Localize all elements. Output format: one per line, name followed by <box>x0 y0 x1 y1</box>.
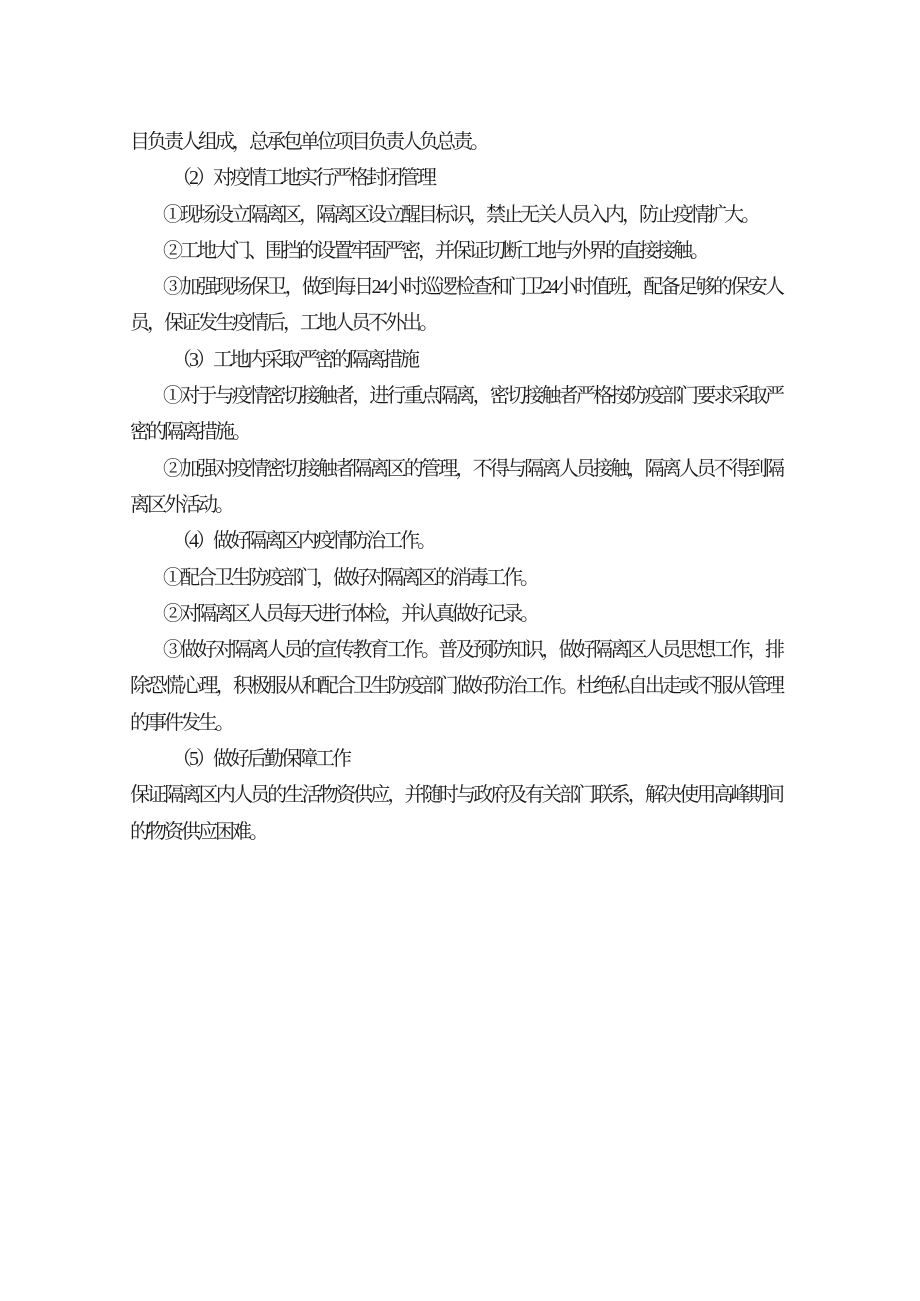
text-line: （5）做好后勤保障工作 <box>172 748 349 771</box>
text-line: 的物资供应困难。 <box>130 820 266 843</box>
text-line: 密的隔离措施。 <box>130 421 249 444</box>
text-block <box>130 124 782 850</box>
text-line: （3）工地内采取严密的隔离措施 <box>172 348 417 371</box>
text-line: ②工地大门、围挡的设置牢固严密，并保证切断工地与外界的直接接触。 <box>163 239 707 262</box>
text-line: ③做好对隔离人员的宣传教育工作。普及预防知识，做好隔离区人员思想工作，排 <box>163 639 782 662</box>
text-line: （2）对疫情工地实行严格封闭管理 <box>172 167 434 190</box>
text-line: ②对隔离区人员每天进行体检，并认真做好记录。 <box>163 602 537 625</box>
text-line: ③加强现场保卫，做到每日24小时巡逻检查和门卫24小时值班，配备足够的保安人 <box>163 276 782 299</box>
text-line: 除恐慌心理，积极服从和配合卫生防疫部门做好防治工作。杜绝私自出走或不服从管理 <box>130 675 782 698</box>
text-line: ①现场设立隔离区，隔离区设立醒目标识，禁止无关人员入内，防止疫情扩大。 <box>163 203 758 226</box>
text-line: 员，保证发生疫情后，工地人员不外出。 <box>130 312 436 335</box>
text-line: 离区外活动。 <box>130 493 232 516</box>
text-line: 目负责人组成，总承包单位项目负责人负总责。 <box>130 131 487 153</box>
text-line: ①对于与疫情密切接触者，进行重点隔离，密切接触者严格按防疫部门要求采取严 <box>163 385 782 408</box>
text-line: 的事件发生。 <box>130 711 232 734</box>
text-line: （4）做好隔离区内疫情防治工作。 <box>172 530 434 553</box>
text-line: ②加强对疫情密切接触者隔离区的管理，不得与隔离人员接触，隔离人员不得到隔 <box>163 457 782 480</box>
text-line: 保证隔离区内人员的生活物资供应，并随时与政府及有关部门联系，解决使用高峰期间 <box>130 784 782 807</box>
text-line: ①配合卫生防疫部门，做好对隔离区的消毒工作。 <box>163 566 537 589</box>
